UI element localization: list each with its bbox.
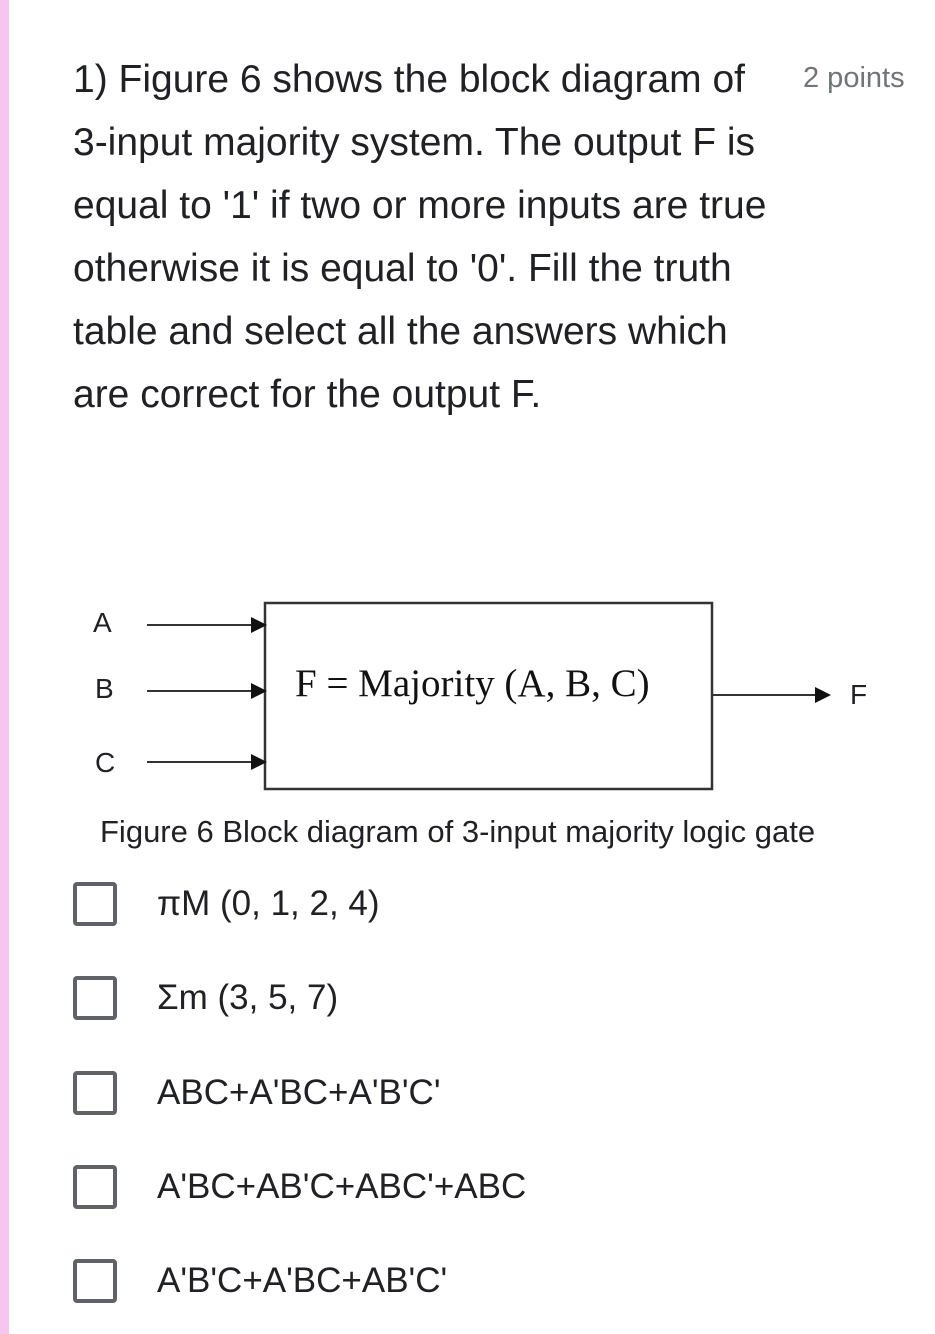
block-diagram: [85, 595, 885, 800]
option-4[interactable]: [73, 1165, 873, 1217]
option-3[interactable]: [73, 1071, 873, 1123]
block-label: F = Majority (A, B, C): [295, 662, 650, 705]
question-title: 1) Figure 6 shows the block diagram of 3-input majority system. The output F is equal to '1' if two or more inputs are true otherwise it is equal to '0'. Fill the truth table and select all the answers which are correct for the output F.: [73, 58, 767, 416]
checkbox-option-1[interactable]: [73, 882, 117, 926]
output-arrowhead: [815, 687, 831, 703]
checkbox-option-3[interactable]: [73, 1071, 117, 1115]
checkbox-option-4[interactable]: [73, 1165, 117, 1209]
checkbox-option-5[interactable]: [73, 1259, 117, 1303]
option-5-label: A'B'C+A'BC+AB'C': [157, 1261, 448, 1300]
option-5[interactable]: [73, 1259, 873, 1311]
checkbox-option-2[interactable]: [73, 976, 117, 1020]
input-label-a: A: [93, 607, 112, 638]
option-3-label: ABC+A'BC+A'B'C': [157, 1073, 441, 1112]
option-2[interactable]: [73, 976, 873, 1028]
points-badge: 2 points: [803, 62, 905, 94]
option-1-label: πM (0, 1, 2, 4): [157, 884, 380, 923]
option-2-label: Σm (3, 5, 7): [157, 978, 339, 1017]
left-accent-strip: [0, 0, 9, 1334]
figure-caption: Figure 6 Block diagram of 3-input majority logic gate: [100, 814, 816, 849]
input-label-b: B: [95, 673, 114, 704]
option-1[interactable]: [73, 882, 873, 934]
output-label-f: F: [850, 679, 868, 710]
option-4-label: A'BC+AB'C+ABC'+ABC: [157, 1167, 527, 1206]
input-label-c: C: [95, 747, 116, 778]
